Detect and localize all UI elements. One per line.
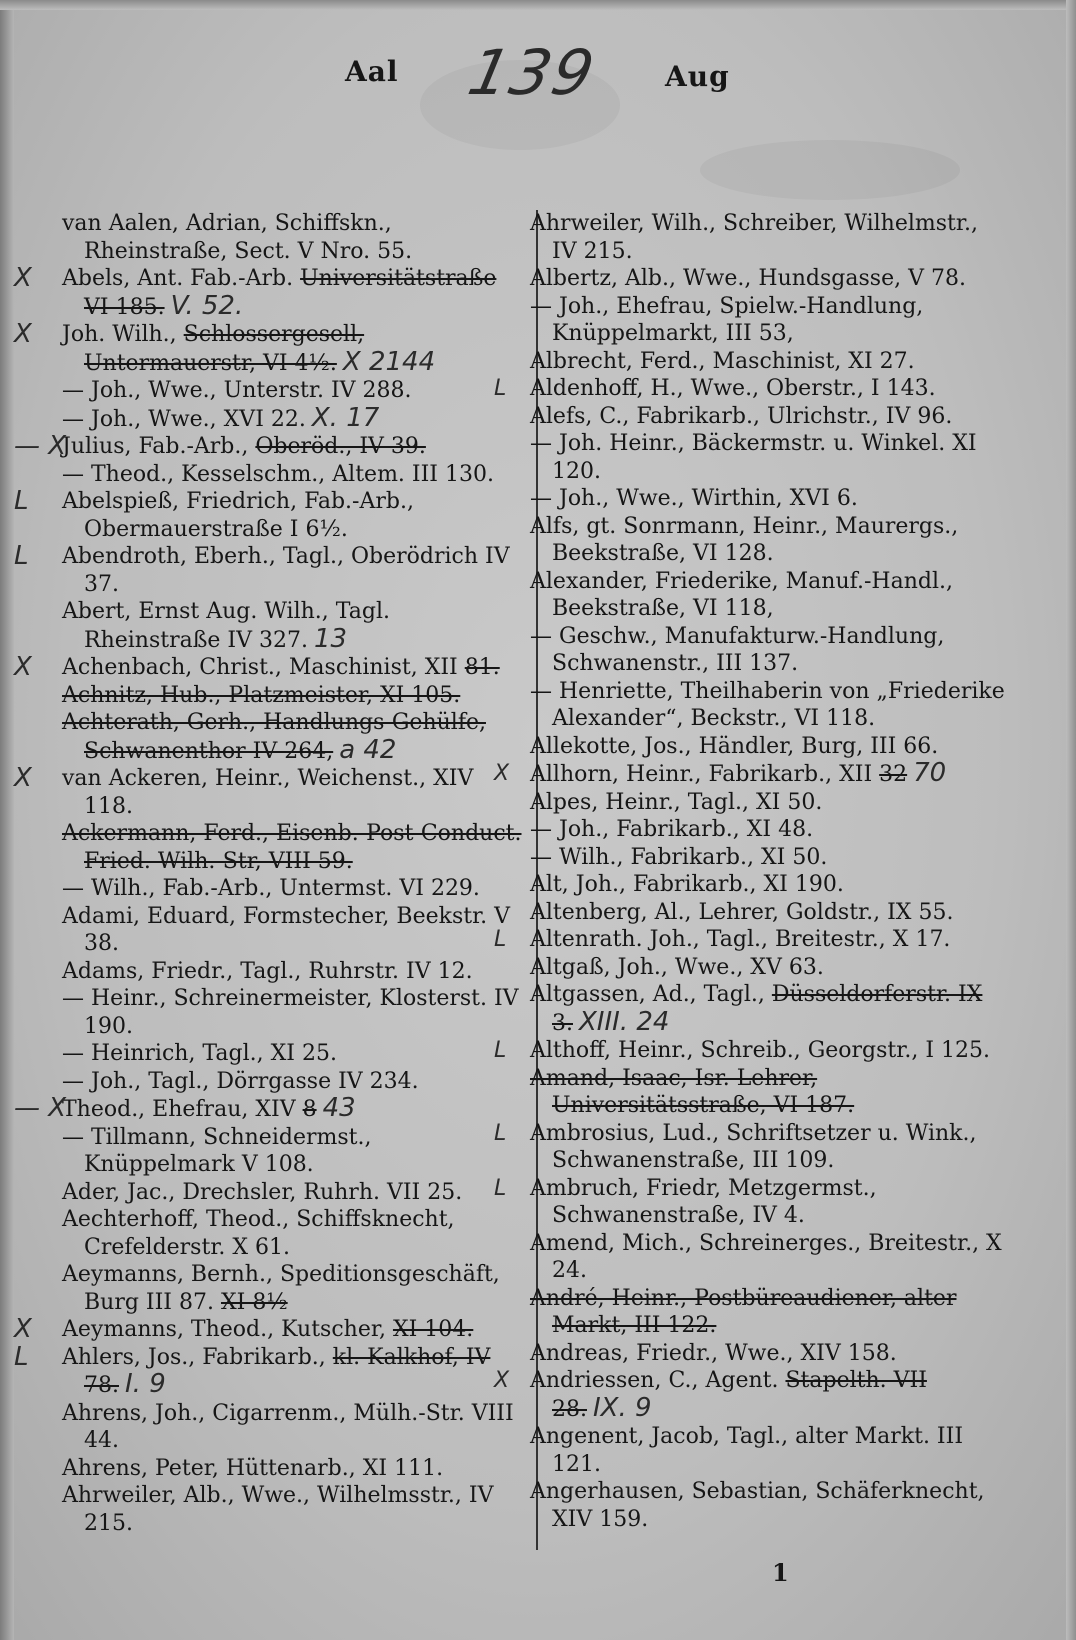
- directory-entry: X Andriessen, C., Agent. Stapelth. VII 28. IX. 9: [494, 1368, 927, 1423]
- paper-stain: [700, 140, 960, 200]
- entry-text: — Joh., Ehefrau, Spielw.-Handlung, Knüppelmarkt, III 53,: [530, 293, 924, 346]
- entry-text: Amend, Mich., Schreinerges., Breitestr., X 24.: [530, 1230, 1002, 1283]
- directory-entry: X van Ackeren, Heinr., Weichenst., XIV 118.: [14, 763, 474, 819]
- directory-entry: [530, 623, 1008, 678]
- directory-entry: [62, 1124, 524, 1179]
- entry-text: — Joh., Wwe., Wirthin, XVI 6.: [530, 486, 858, 511]
- handwritten-annotation: X 2144: [342, 346, 436, 377]
- page-edge-top: [0, 0, 1076, 10]
- entry-text: Adami, Eduard, Formstecher, Beekstr. V 38.: [62, 903, 511, 956]
- directory-entry: [530, 485, 1008, 513]
- entry-text: Altenrath. Joh., Tagl., Breitestr., X 17.: [530, 927, 951, 952]
- struck-out-text: kl. Kalkhof, IV 78.: [84, 1344, 491, 1398]
- directory-entry: [62, 903, 524, 958]
- directory-entry: [62, 1482, 524, 1537]
- entry-text: Aldenhoff, H., Wwe., Oberstr., I 143.: [530, 376, 936, 401]
- handwritten-annotation: XIII. 24: [579, 1006, 670, 1037]
- directory-entry: [530, 871, 1008, 899]
- directory-entry: X Joh. Wilh., Schlossergesell, Untermauerstr, VI 4½. X 2144: [14, 319, 436, 377]
- directory-entry: [530, 1230, 1008, 1285]
- page-header: [0, 36, 1076, 110]
- directory-entry: [530, 210, 1008, 265]
- entry-text: Allhorn, Heinr., Fabrikarb., XII: [530, 762, 880, 787]
- page-edge-right: [1066, 0, 1076, 1640]
- entry-text: Ahrweiler, Alb., Wwe., Wilhelmsstr., IV 215.: [62, 1483, 494, 1536]
- entry-text: Althoff, Heinr., Schreib., Georgstr., I 125.: [530, 1038, 991, 1063]
- directory-entry: [62, 682, 524, 710]
- directory-entry: [530, 1340, 1008, 1368]
- handwritten-annotation: IX. 9: [593, 1392, 652, 1423]
- struck-out-text: 8: [302, 1097, 317, 1122]
- directory-entry: [530, 1285, 1008, 1340]
- entry-text: Aeymanns, Theod., Kutscher,: [62, 1317, 393, 1342]
- entry-text: Ambrosius, Lud., Schriftsetzer u. Wink., Schwanenstraße, III 109.: [530, 1120, 977, 1173]
- directory-entry: [62, 377, 524, 405]
- entry-text: Alfs, gt. Sonrmann, Heinr., Maurergs., Beekstraße, VI 128.: [530, 513, 959, 566]
- entry-text: — Theod., Kesselschm., Altem. III 130.: [62, 461, 494, 487]
- struck-out-text: Ackermann, Ferd., Eisenb.-Post-Conduct. Fried. Wilh.-Str, VIII 59.: [62, 821, 522, 874]
- entry-text: Alefs, C., Fabrikarb., Ulrichstr., IV 96.: [530, 403, 953, 429]
- directory-entry: [62, 1206, 524, 1261]
- directory-entry: [530, 1065, 1008, 1120]
- directory-entry: [62, 1068, 524, 1096]
- directory-entry: [62, 1040, 524, 1068]
- entry-text: Achenbach, Christ., Maschinist, XII: [62, 655, 465, 680]
- entry-text: Abels, Ant. Fab.-Arb.: [62, 266, 301, 291]
- directory-entry: X Aeymanns, Theod., Kutscher, XI 104.: [14, 1314, 474, 1344]
- struck-out-text: XI 104.: [392, 1317, 474, 1342]
- directory-entry: [62, 985, 524, 1040]
- entry-text: — Joh., Wwe., Unterstr. IV 288.: [62, 378, 412, 403]
- directory-entry: L Aldenhoff, H., Wwe., Oberstr., I 143.: [494, 376, 936, 401]
- handwritten-margin-mark: — X: [14, 1093, 67, 1123]
- entry-text: Alpes, Heinr., Tagl., XI 50.: [530, 789, 823, 815]
- directory-entry: [530, 348, 1008, 376]
- entry-text: Ahrens, Peter, Hüttenarb., XI 111.: [62, 1455, 444, 1481]
- entry-text: Abelspieß, Friedrich, Fab.-Arb., Obermauerstraße I 6½.: [62, 489, 414, 542]
- struck-out-text: Stapelth. VII 28.: [552, 1368, 927, 1422]
- directory-entry: [530, 513, 1008, 568]
- entry-text: Angerhausen, Sebastian, Schäferknecht, XIV 159.: [530, 1479, 985, 1532]
- directory-entry: [530, 954, 1008, 982]
- directory-entry: [62, 1179, 524, 1207]
- entry-text: — Heinrich, Tagl., XI 25.: [62, 1041, 337, 1066]
- directory-entry: [530, 678, 1008, 733]
- directory-entry: [530, 981, 1008, 1037]
- left-column: [14, 210, 524, 1537]
- entry-text: Ahlers, Jos., Fabrikarb.,: [62, 1344, 333, 1370]
- directory-entry: [530, 899, 1008, 927]
- entry-text: Ader, Jac., Drechsler, Ruhrh. VII 25.: [62, 1179, 463, 1205]
- directory-entry: L Abendroth, Eberh., Tagl., Oberödrich IV 37.: [14, 541, 510, 597]
- page-edge-left: [0, 0, 14, 1640]
- directory-entry: X Abels, Ant. Fab.-Arb. Universitätstraße VI 185. V. 52.: [14, 263, 497, 321]
- entry-text: Adams, Friedr., Tagl., Ruhrstr. IV 12.: [62, 958, 473, 984]
- directory-entry: [62, 598, 524, 654]
- directory-entry: L Abelspieß, Friedrich, Fab.-Arb., Obermauerstraße I 6½.: [14, 486, 414, 542]
- directory-entry: X Achenbach, Christ., Maschinist, XII 81.: [14, 652, 500, 682]
- entry-text: Ambruch, Friedr, Metzgermst., Schwanenstraße, IV 4.: [530, 1175, 877, 1228]
- handwritten-annotation: V. 52.: [170, 290, 244, 321]
- entry-text: Altgaß, Joh., Wwe., XV 63.: [530, 954, 824, 980]
- directory-entry: L Altenrath. Joh., Tagl., Breitestr., X 17.: [494, 927, 951, 952]
- entry-text: Andreas, Friedr., Wwe., XIV 158.: [530, 1340, 897, 1366]
- handwritten-annotation: 70: [913, 758, 947, 788]
- handwritten-annotation: I. 9: [125, 1369, 166, 1399]
- entry-text: Ahrweiler, Wilh., Schreiber, Wilhelmstr., IV 215.: [530, 211, 978, 264]
- struck-out-text: Achnitz, Hub., Platzmeister, XI 105.: [62, 682, 461, 708]
- struck-out-text: XI 8½: [220, 1289, 288, 1315]
- struck-out-text: Düsseldorferstr. IX 3.: [552, 982, 983, 1036]
- entry-text: Albrecht, Ferd., Maschinist, XI 27.: [530, 348, 915, 374]
- directory-entry: [62, 1261, 524, 1316]
- directory-entry: [62, 709, 524, 765]
- directory-entry: [62, 820, 524, 875]
- entry-text: Joh. Wilh.,: [62, 322, 184, 347]
- directory-entry: [530, 1478, 1008, 1533]
- directory-entry: [530, 1423, 1008, 1478]
- entry-text: — Henriette, Theilhaberin von „Friederike Alexander“, Beckstr., VI 118.: [530, 678, 1005, 731]
- entry-text: Alt, Joh., Fabrikarb., XI 190.: [530, 872, 844, 897]
- struck-out-text: Universitätstraße VI 185.: [84, 266, 497, 320]
- directory-entry: [62, 1455, 524, 1483]
- entry-text: Abert, Ernst Aug. Wilh., Tagl. Rheinstraße IV 327.: [62, 599, 390, 653]
- entry-text: Aeymanns, Bernh., Speditionsgeschäft, Burg III 87.: [62, 1262, 500, 1315]
- entry-text: Altenberg, Al., Lehrer, Goldstr., IX 55.: [530, 899, 954, 925]
- entry-text: — Joh., Wwe., XVI 22.: [62, 406, 306, 432]
- handwritten-annotation: X. 17: [311, 402, 380, 433]
- directory-entry: [14, 431, 524, 461]
- entry-text: Allekotte, Jos., Händler, Burg, III 66.: [530, 733, 939, 759]
- directory-entry: L Althoff, Heinr., Schreib., Georgstr., I 125.: [494, 1038, 991, 1063]
- directory-entry: [530, 816, 1008, 844]
- header-left-word: Aal: [345, 55, 399, 88]
- entry-text: Angenent, Jacob, Tagl., alter Markt. III 121.: [530, 1424, 964, 1477]
- entry-text: Albertz, Alb., Wwe., Hundsgasse, V 78.: [530, 266, 966, 291]
- header-right-word: Aug: [665, 60, 730, 93]
- directory-entry: [530, 733, 1008, 761]
- entry-text: — Wilh., Fabrikarb., XI 50.: [530, 844, 828, 870]
- entry-text: Andriessen, C., Agent.: [530, 1368, 786, 1393]
- entry-text: — Geschw., Manufakturw.-Handlung, Schwanenstr., III 137.: [530, 623, 945, 676]
- struck-out-text: Achterath, Gerh., Handlungs-Gehülfe, Schwanenthor IV 264,: [62, 710, 486, 764]
- struck-out-text: 81.: [464, 655, 500, 680]
- directory-entry: [62, 402, 524, 434]
- entry-text: van Ackeren, Heinr., Weichenst., XIV 118.: [62, 766, 474, 819]
- entry-text: Ahrens, Joh., Cigarrenm., Mülh.-Str. VIII 44.: [62, 1400, 514, 1453]
- entry-text: Abendroth, Eberh., Tagl., Oberödrich IV 37.: [62, 544, 510, 597]
- struck-out-text: Oberöd., IV 39.: [255, 434, 426, 459]
- entry-text: — Joh., Tagl., Dörrgasse IV 234.: [62, 1068, 419, 1094]
- struck-out-text: Amand, Isaac, Isr. Lehrer, Universitätsstraße, VI 187.: [530, 1065, 855, 1118]
- struck-out-text: André, Heinr., Postbüreaudiener, alter Markt, III 122.: [530, 1285, 957, 1338]
- directory-entry: [530, 265, 1008, 293]
- handwritten-page-number: 139: [462, 36, 603, 109]
- struck-out-text: Schlossergesell, Untermauerstr, VI 4½.: [84, 322, 365, 376]
- directory-entry: [62, 875, 524, 903]
- directory-entry: [530, 403, 1008, 431]
- entry-text: Aechterhoff, Theod., Schiffsknecht, Crefelderstr. X 61.: [62, 1207, 455, 1260]
- directory-entry: [62, 210, 524, 265]
- directory-entry: [62, 1400, 524, 1455]
- directory-entry: [530, 789, 1008, 817]
- directory-entry: L Ambruch, Friedr, Metzgermst., Schwanenstraße, IV 4.: [494, 1175, 877, 1228]
- directory-entry: [530, 568, 1008, 623]
- entry-text: — Wilh., Fab.-Arb., Untermst. VI 229.: [62, 876, 480, 901]
- handwritten-annotation: 13: [314, 623, 348, 654]
- entry-text: — Heinr., Schreinermeister, Klosterst. IV 190.: [62, 986, 519, 1039]
- entry-text: Theod., Ehefrau, XIV: [62, 1097, 303, 1122]
- directory-entry: [14, 1093, 524, 1124]
- entry-text: Julius, Fab.-Arb.,: [62, 434, 256, 459]
- directory-entry: L Ahlers, Jos., Fabrikarb., kl. Kalkhof, IV 78. I. 9: [14, 1341, 491, 1399]
- directory-entry: [62, 461, 524, 489]
- entry-text: — Tillmann, Schneidermst., Knüppelmark V 108.: [62, 1124, 372, 1177]
- right-column: [494, 210, 1008, 1533]
- directory-entry: [530, 430, 1008, 485]
- directory-entry: X Allhorn, Heinr., Fabrikarb., XII 32 70: [494, 758, 947, 788]
- directory-entry: L Ambrosius, Lud., Schriftsetzer u. Wink., Schwanenstraße, III 109.: [494, 1120, 977, 1173]
- handwritten-margin-mark: — X: [14, 431, 67, 461]
- entry-text: — Joh., Fabrikarb., XI 48.: [530, 817, 814, 842]
- handwritten-annotation: 43: [322, 1093, 356, 1123]
- page-footer-number: 1: [772, 1558, 789, 1587]
- entry-text: Alexander, Friederike, Manuf.-Handl., Beekstraße, VI 118,: [530, 568, 953, 621]
- entry-text: van Aalen, Adrian, Schiffskn., Rheinstraße, Sect. V Nro. 55.: [62, 211, 413, 264]
- entry-text: — Joh. Heinr., Bäckermstr. u. Winkel. XI 120.: [530, 431, 977, 484]
- handwritten-annotation: a 42: [339, 734, 397, 765]
- struck-out-text: 32: [879, 762, 908, 787]
- entry-text: Altgassen, Ad., Tagl.,: [530, 982, 772, 1007]
- directory-entry: [530, 844, 1008, 872]
- directory-entry: [62, 958, 524, 986]
- directory-entry: [530, 293, 1008, 348]
